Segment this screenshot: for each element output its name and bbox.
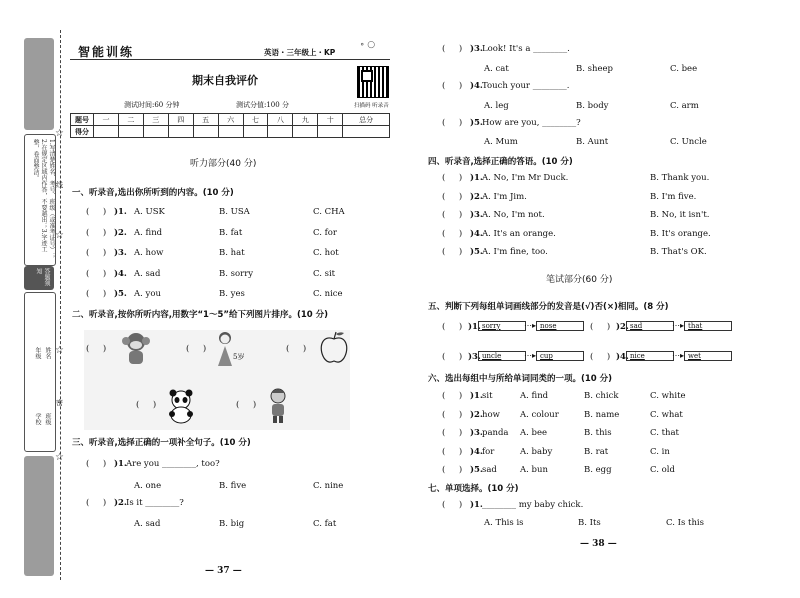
option-c[interactable]: C. nine — [313, 481, 344, 491]
given-word: sad — [482, 465, 497, 475]
option-a[interactable]: A. how — [134, 248, 164, 258]
option-a[interactable]: A. you — [134, 289, 161, 299]
binding-strip-bottom — [24, 456, 54, 576]
score-col: 一 — [94, 114, 119, 126]
option-a[interactable]: A. colour — [520, 409, 559, 420]
option-b[interactable]: B. name — [584, 409, 620, 420]
exam-score: 测试分值:100 分 — [236, 101, 289, 109]
option-a[interactable]: A. Mum — [484, 137, 518, 147]
score-col: 二 — [118, 114, 143, 126]
item-number: )4. — [114, 268, 127, 279]
answer-bracket[interactable]: ( ) — [86, 289, 107, 299]
answer-bracket[interactable]: ( ) — [442, 428, 463, 438]
item-number: )4. — [470, 228, 483, 239]
score-col: 九 — [293, 114, 318, 126]
score-cell[interactable] — [94, 126, 119, 138]
line-mark: 线 — [56, 181, 63, 189]
item-number: )4. — [616, 352, 629, 362]
score-col: 七 — [243, 114, 268, 126]
question-text: ________ my baby chick. — [482, 500, 584, 510]
class-label: 班级 — [44, 413, 51, 425]
item-number: )2. — [114, 227, 127, 238]
option-a[interactable]: A. No, I'm not. — [482, 210, 545, 220]
option-a[interactable]: A. find — [134, 227, 163, 238]
notice-text: 1.写清楚姓名、考号、班级（或准考证号）；2.在规定区域内作答，不要越出；3.字迹工整，卷面整洁。 — [32, 139, 55, 259]
answer-bracket[interactable]: ( ) — [442, 446, 463, 457]
answer-bracket[interactable]: ( ) — [186, 344, 207, 354]
binding-strip-top — [24, 38, 54, 130]
item-number: )5. — [470, 247, 483, 257]
notice-label: 答题须知 — [35, 268, 50, 286]
score-col: 六 — [218, 114, 243, 126]
option-b[interactable]: B. USA — [219, 207, 250, 217]
answer-bracket[interactable]: ( ) — [136, 400, 157, 410]
option-b[interactable]: B. chick — [584, 391, 619, 401]
word-card: nice — [626, 351, 674, 361]
word-card: nose — [536, 321, 584, 331]
item-number: )5. — [470, 465, 483, 475]
answer-bracket[interactable]: ( ) — [442, 44, 463, 54]
option-a[interactable]: A. sad — [134, 519, 161, 529]
item-number: )5. — [114, 289, 127, 299]
written-heading: 笔试部分(60 分) — [546, 275, 613, 285]
answer-bracket[interactable]: ( ) — [590, 352, 611, 362]
school-label: 学校 — [34, 413, 41, 425]
score-cell[interactable] — [193, 126, 218, 138]
given-word: how — [482, 409, 500, 420]
item-number: )1. — [470, 173, 483, 183]
option-c[interactable]: C. white — [650, 391, 686, 401]
item-number: )1. — [470, 500, 483, 510]
word-card: cup — [536, 351, 584, 361]
item-number: )2. — [470, 409, 483, 420]
score-col: 三 — [143, 114, 168, 126]
option-c[interactable]: C. sit — [313, 268, 336, 279]
answer-bracket[interactable]: ( ) — [442, 352, 463, 362]
monkey-picture — [118, 330, 154, 366]
answer-bracket[interactable]: ( ) — [442, 465, 463, 475]
exam-time: 测试时间:60 分钟 — [124, 101, 180, 109]
score-col: 八 — [268, 114, 293, 126]
answer-bracket[interactable]: ( ) — [86, 268, 107, 279]
item-number: )3. — [470, 210, 483, 220]
word-card: uncle — [478, 351, 526, 361]
option-a[interactable]: A. baby — [520, 446, 553, 457]
qr-caption: 扫描码 听录音 — [354, 103, 389, 109]
answer-bracket[interactable]: ( ) — [442, 210, 463, 220]
option-c[interactable]: C. nice — [313, 289, 343, 299]
item-number: )5. — [470, 118, 483, 128]
header-rule — [70, 59, 390, 60]
answer-bracket[interactable]: ( ) — [442, 322, 463, 332]
score-cell[interactable] — [318, 126, 343, 138]
star-icon: ☆ — [55, 345, 64, 356]
answer-bracket[interactable]: ( ) — [86, 227, 107, 238]
word-card: sorry — [478, 321, 526, 331]
brand-title: 智能训练 — [78, 45, 135, 59]
star-icon: ☆ — [55, 230, 64, 241]
notice-label-box — [24, 266, 54, 290]
answer-bracket[interactable]: ( ) — [442, 191, 463, 202]
question-text: Is it ________? — [126, 498, 184, 508]
option-a[interactable]: A. bun — [520, 465, 548, 475]
grade-label: 年级 — [34, 347, 41, 359]
answer-bracket[interactable]: ( ) — [86, 459, 107, 469]
item-number: )2. — [616, 322, 629, 332]
given-word: for — [482, 446, 495, 457]
answer-bracket[interactable]: ( ) — [442, 81, 463, 91]
cut-line — [60, 30, 61, 580]
answer-bracket[interactable]: ( ) — [86, 344, 107, 354]
option-b[interactable]: B. fat — [219, 227, 243, 238]
option-a[interactable]: A. sad — [134, 268, 161, 279]
answer-bracket[interactable]: ( ) — [442, 500, 463, 510]
section-2-title: 二、听录音,按你所听内容,用数字“1～5”给下列图片排序。(10 分) — [72, 310, 329, 320]
score-col: 十 — [318, 114, 343, 126]
item-number: )1. — [114, 459, 127, 469]
option-c[interactable]: C. hot — [313, 248, 339, 258]
item-number: )3. — [468, 352, 481, 362]
question-text: How are you, ________? — [482, 118, 581, 128]
section-5-title: 五、判断下列每组单词画线部分的发音是(√)否(×)相同。(8 分) — [428, 302, 669, 312]
option-a[interactable]: A. leg — [484, 101, 509, 111]
item-number: )4. — [470, 446, 483, 457]
option-c[interactable]: C. bee — [670, 64, 698, 74]
item-number: )2. — [470, 191, 483, 202]
student-info-strip — [24, 292, 56, 452]
option-b[interactable]: B. body — [576, 101, 609, 111]
page-number-left: — 37 — — [205, 566, 242, 576]
score-cell[interactable] — [168, 126, 193, 138]
section-7-title: 七、单项选择。(10 分) — [428, 484, 519, 494]
option-b[interactable]: B. It's orange. — [650, 228, 711, 239]
word-card: that — [684, 321, 732, 331]
word-card: sad — [626, 321, 674, 331]
answer-bracket[interactable]: ( ) — [236, 400, 257, 410]
option-b[interactable]: B. Aunt — [576, 137, 609, 147]
option-a[interactable]: A. cat — [484, 64, 509, 74]
score-cell[interactable] — [293, 126, 318, 138]
bubble-decoration-icon: ∘ ○ — [360, 40, 376, 50]
answer-bracket[interactable]: ( ) — [86, 498, 107, 508]
score-table-label: 得分 — [71, 126, 94, 138]
section-4-title: 四、听录音,选择正确的答语。(10 分) — [428, 157, 573, 167]
option-c[interactable]: C. in — [650, 446, 670, 457]
score-col: 五 — [193, 114, 218, 126]
score-cell[interactable] — [218, 126, 243, 138]
option-b[interactable]: B. That's OK. — [650, 247, 707, 257]
question-text: Touch your ________. — [482, 81, 570, 91]
option-c[interactable]: C. arm — [670, 101, 699, 111]
score-cell[interactable] — [268, 126, 293, 138]
link-arrow-icon: ⋯▸ — [672, 351, 685, 360]
score-cell[interactable] — [243, 126, 268, 138]
answer-bracket[interactable]: ( ) — [442, 118, 463, 128]
answer-bracket[interactable]: ( ) — [286, 344, 307, 354]
score-cell[interactable] — [143, 126, 168, 138]
listening-heading: 听力部分(40 分) — [190, 159, 257, 169]
option-a[interactable]: A. I'm Jim. — [482, 191, 527, 202]
score-cell[interactable] — [118, 126, 143, 138]
option-b[interactable]: B. this — [584, 428, 612, 438]
option-b[interactable]: B. sheep — [576, 64, 613, 74]
section-1-title: 一、听录音,选出你所听到的内容。(10 分) — [72, 188, 234, 198]
link-arrow-icon: ⋯▸ — [524, 321, 537, 330]
qr-code-icon — [357, 66, 389, 98]
option-b[interactable]: B. egg — [584, 465, 612, 475]
question-text: Are you ________, too? — [126, 459, 220, 469]
option-a[interactable]: A. I'm fine, too. — [482, 247, 548, 257]
score-table-header-row — [71, 114, 390, 126]
star-icon: ☆ — [55, 452, 64, 463]
score-table — [70, 113, 390, 138]
answer-bracket[interactable]: ( ) — [442, 409, 463, 420]
link-arrow-icon: ⋯▸ — [672, 321, 685, 330]
answer-bracket[interactable]: ( ) — [86, 248, 107, 258]
option-b[interactable]: B. hat — [219, 248, 245, 258]
panda-picture — [164, 388, 198, 424]
score-cell[interactable] — [343, 126, 390, 138]
item-number: )1. — [470, 391, 483, 401]
page-number-right: — 38 — — [580, 539, 617, 549]
seal-mark: 密 — [56, 399, 63, 407]
option-b[interactable]: B. No, it isn't. — [650, 210, 710, 220]
item-number: )4. — [470, 81, 483, 91]
option-a[interactable]: A. It's an orange. — [482, 228, 556, 239]
score-table-score-row — [71, 126, 390, 138]
option-a[interactable]: A. This is — [484, 518, 524, 528]
option-b[interactable]: B. five — [219, 481, 247, 491]
option-b[interactable]: B. yes — [219, 289, 245, 299]
item-number: )3. — [470, 44, 483, 54]
answer-bracket[interactable]: ( ) — [442, 391, 463, 401]
option-c[interactable]: C. what — [650, 409, 683, 420]
item-number: )2. — [114, 498, 127, 508]
option-c[interactable]: C. that — [650, 428, 679, 438]
section-3-title: 三、听录音,选择正确的一项补全句子。(10 分) — [72, 438, 251, 448]
option-b[interactable]: B. rat — [584, 446, 609, 457]
apple-picture — [316, 330, 352, 366]
option-a[interactable]: A. bee — [520, 428, 548, 438]
option-a[interactable]: A. USK — [134, 207, 165, 217]
star-icon: ☆ — [55, 128, 64, 139]
girl-picture — [212, 330, 238, 368]
option-c[interactable]: C. old — [650, 465, 675, 475]
name-label: 姓名 — [44, 347, 51, 359]
option-b[interactable]: B. sorry — [219, 268, 254, 279]
age-label: 5岁 — [233, 353, 245, 361]
option-b[interactable]: B. I'm five. — [650, 191, 697, 202]
option-a[interactable]: A. No, I'm Mr Duck. — [482, 173, 569, 183]
option-c[interactable]: C. for — [313, 227, 337, 238]
question-text: Look! It's a ________. — [482, 44, 570, 54]
notice-strip — [24, 134, 56, 266]
option-c[interactable]: C. Uncle — [670, 137, 707, 147]
given-word: sit — [482, 391, 493, 401]
answer-bracket[interactable]: ( ) — [442, 228, 463, 239]
subject-label: 英语・三年级上・KP — [264, 48, 336, 57]
item-number: )1. — [468, 322, 481, 332]
option-c[interactable]: C. Is this — [666, 518, 704, 528]
answer-bracket[interactable]: ( ) — [86, 207, 107, 217]
option-b[interactable]: B. Its — [578, 518, 601, 528]
option-a[interactable]: A. find — [520, 391, 549, 401]
option-b[interactable]: B. Thank you. — [650, 173, 710, 183]
link-arrow-icon: ⋯▸ — [524, 351, 537, 360]
option-a[interactable]: A. one — [134, 481, 162, 491]
answer-bracket[interactable]: ( ) — [442, 173, 463, 183]
option-c[interactable]: C. CHA — [313, 207, 345, 217]
item-number: )3. — [114, 248, 127, 258]
boy-picture — [264, 386, 292, 424]
item-number: )3. — [470, 428, 483, 438]
score-col: 总分 — [343, 114, 390, 126]
answer-bracket[interactable]: ( ) — [590, 322, 611, 332]
item-number: )1. — [114, 207, 127, 217]
score-col: 四 — [168, 114, 193, 126]
exam-title: 期末自我评价 — [192, 74, 258, 87]
score-table-label: 题号 — [71, 114, 94, 126]
word-card: wet — [684, 351, 732, 361]
option-b[interactable]: B. big — [219, 519, 245, 529]
given-word: panda — [482, 428, 509, 438]
option-c[interactable]: C. fat — [313, 519, 337, 529]
answer-bracket[interactable]: ( ) — [442, 247, 463, 257]
section-6-title: 六、选出每组中与所给单词同类的一项。(10 分) — [428, 374, 613, 384]
